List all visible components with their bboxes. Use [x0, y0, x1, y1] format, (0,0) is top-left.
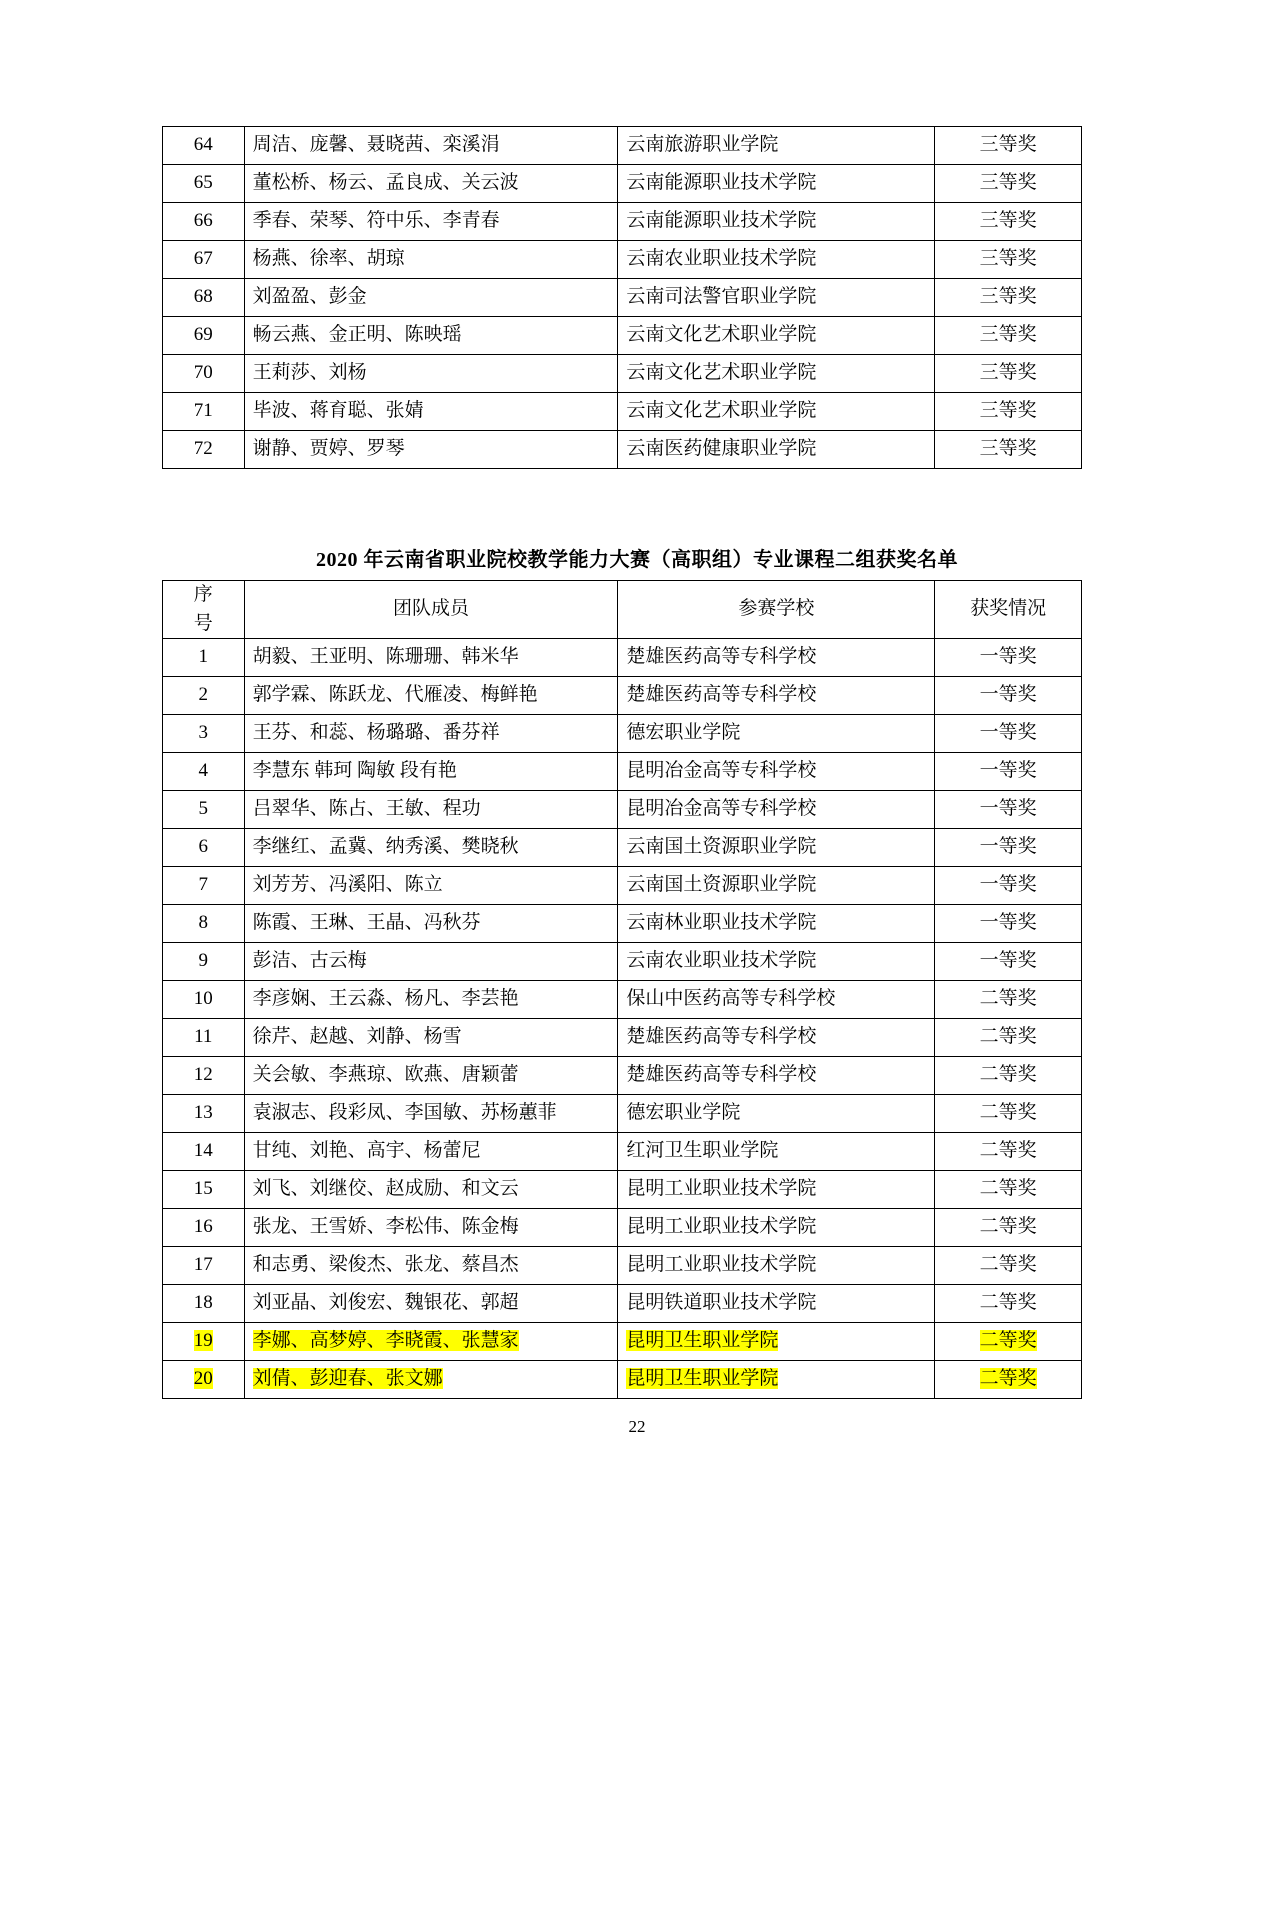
table-row — [163, 715, 1082, 753]
cell-index: 8 — [163, 905, 245, 943]
cell-index-highlight: 19 — [193, 1330, 213, 1352]
cell-award — [935, 1361, 1082, 1399]
cell-members: 杨燕、徐率、胡琼 — [244, 241, 618, 279]
cell-index: 71 — [163, 393, 245, 431]
cell-school: 保山中医药高等专科学校 — [618, 981, 935, 1019]
cell-school: 云南国土资源职业学院 — [618, 867, 935, 905]
awards-table-group-two — [162, 580, 1082, 1399]
cell-members: 刘亚晶、刘俊宏、魏银花、郭超 — [244, 1285, 618, 1323]
awards-table-header — [163, 581, 1082, 639]
table-row — [163, 753, 1082, 791]
cell-award: 一等奖 — [935, 943, 1082, 981]
page-number: 22 — [628, 1417, 646, 1436]
cell-index: 70 — [163, 355, 245, 393]
cell-members: 董松桥、杨云、孟良成、关云波 — [244, 165, 618, 203]
table-row — [163, 317, 1082, 355]
cell-members — [244, 1361, 618, 1399]
cell-award: 三等奖 — [935, 279, 1082, 317]
table-row — [163, 1285, 1082, 1323]
cell-school: 昆明工业职业技术学院 — [618, 1171, 935, 1209]
table-row — [163, 1019, 1082, 1057]
cell-index: 16 — [163, 1209, 245, 1247]
cell-school: 云南司法警官职业学院 — [618, 279, 935, 317]
cell-members: 谢静、贾婷、罗琴 — [244, 431, 618, 469]
column-header-index-line2: 号 — [193, 612, 213, 634]
cell-school: 云南文化艺术职业学院 — [618, 317, 935, 355]
table-row — [163, 355, 1082, 393]
cell-school: 云南农业职业技术学院 — [618, 943, 935, 981]
cell-members: 王芬、和蕊、杨璐璐、番芬祥 — [244, 715, 618, 753]
cell-members: 毕波、蒋育聪、张婧 — [244, 393, 618, 431]
column-header-index — [163, 581, 245, 639]
cell-award: 三等奖 — [935, 431, 1082, 469]
cell-index: 12 — [163, 1057, 245, 1095]
cell-award: 三等奖 — [935, 127, 1082, 165]
table-row — [163, 165, 1082, 203]
cell-school: 云南国土资源职业学院 — [618, 829, 935, 867]
cell-school: 云南文化艺术职业学院 — [618, 355, 935, 393]
cell-members: 刘盈盈、彭金 — [244, 279, 618, 317]
table-row — [163, 677, 1082, 715]
cell-award: 三等奖 — [935, 241, 1082, 279]
cell-school: 云南农业职业技术学院 — [618, 241, 935, 279]
cell-award: 三等奖 — [935, 355, 1082, 393]
cell-index: 68 — [163, 279, 245, 317]
cell-award: 一等奖 — [935, 791, 1082, 829]
table-row — [163, 1171, 1082, 1209]
table-row — [163, 981, 1082, 1019]
cell-index: 4 — [163, 753, 245, 791]
cell-school: 楚雄医药高等专科学校 — [618, 677, 935, 715]
cell-award: 二等奖 — [935, 1095, 1082, 1133]
cell-members: 关会敏、李燕琼、欧燕、唐颖蕾 — [244, 1057, 618, 1095]
cell-award-highlight: 二等奖 — [979, 1330, 1037, 1352]
cell-index: 14 — [163, 1133, 245, 1171]
cell-award: 二等奖 — [935, 1209, 1082, 1247]
cell-award: 一等奖 — [935, 867, 1082, 905]
table-row — [163, 1095, 1082, 1133]
cell-members: 和志勇、梁俊杰、张龙、蔡昌杰 — [244, 1247, 618, 1285]
cell-school: 楚雄医药高等专科学校 — [618, 1057, 935, 1095]
cell-members-highlight: 李娜、高梦婷、李晓霞、张慧家 — [252, 1330, 519, 1352]
cell-members-highlight: 刘倩、彭迎春、张文娜 — [252, 1368, 443, 1390]
cell-members: 徐芹、赵越、刘静、杨雪 — [244, 1019, 618, 1057]
cell-award: 二等奖 — [935, 981, 1082, 1019]
table-row — [163, 1133, 1082, 1171]
cell-school: 云南能源职业技术学院 — [618, 203, 935, 241]
cell-school-highlight: 昆明卫生职业学院 — [626, 1330, 779, 1352]
cell-school: 云南林业职业技术学院 — [618, 905, 935, 943]
cell-school: 云南能源职业技术学院 — [618, 165, 935, 203]
cell-index: 18 — [163, 1285, 245, 1323]
page-title: 2020 年云南省职业院校教学能力大赛（高职组）专业课程二组获奖名单 — [316, 549, 958, 571]
table-header-row — [163, 581, 1082, 639]
cell-members: 陈霞、王琳、王晶、冯秋芬 — [244, 905, 618, 943]
cell-school: 昆明工业职业技术学院 — [618, 1247, 935, 1285]
cell-school: 云南文化艺术职业学院 — [618, 393, 935, 431]
cell-members: 王莉莎、刘杨 — [244, 355, 618, 393]
column-header-award: 获奖情况 — [935, 581, 1082, 639]
cell-award: 三等奖 — [935, 203, 1082, 241]
cell-index: 2 — [163, 677, 245, 715]
cell-award: 三等奖 — [935, 317, 1082, 355]
section-professional-course-group-two — [0, 543, 1274, 1399]
cell-members: 甘纯、刘艳、高宇、杨蕾尼 — [244, 1133, 618, 1171]
column-header-members: 团队成员 — [244, 581, 618, 639]
cell-school: 昆明工业职业技术学院 — [618, 1209, 935, 1247]
cell-members: 周洁、庞馨、聂晓茜、栾溪涓 — [244, 127, 618, 165]
table-row — [163, 867, 1082, 905]
column-header-school: 参赛学校 — [618, 581, 935, 639]
cell-members: 袁淑志、段彩凤、李国敏、苏杨蕙菲 — [244, 1095, 618, 1133]
awards-table-continued-body — [163, 127, 1082, 469]
cell-members: 季春、荣琴、符中乐、李青春 — [244, 203, 618, 241]
cell-award: 三等奖 — [935, 165, 1082, 203]
document-page — [0, 126, 1274, 1927]
table-row — [163, 829, 1082, 867]
cell-members — [244, 1323, 618, 1361]
cell-index: 13 — [163, 1095, 245, 1133]
cell-index: 65 — [163, 165, 245, 203]
cell-members: 吕翠华、陈占、王敏、程功 — [244, 791, 618, 829]
cell-school: 红河卫生职业学院 — [618, 1133, 935, 1171]
cell-award: 二等奖 — [935, 1133, 1082, 1171]
cell-index — [163, 1323, 245, 1361]
cell-index: 1 — [163, 639, 245, 677]
cell-school: 楚雄医药高等专科学校 — [618, 639, 935, 677]
cell-index: 6 — [163, 829, 245, 867]
cell-award: 二等奖 — [935, 1057, 1082, 1095]
awards-table-group-two-body — [163, 639, 1082, 1399]
cell-index: 64 — [163, 127, 245, 165]
cell-members: 彭洁、古云梅 — [244, 943, 618, 981]
cell-school: 云南医药健康职业学院 — [618, 431, 935, 469]
cell-award: 一等奖 — [935, 677, 1082, 715]
cell-award: 一等奖 — [935, 715, 1082, 753]
cell-index: 11 — [163, 1019, 245, 1057]
table-row — [163, 1247, 1082, 1285]
cell-members: 刘芳芳、冯溪阳、陈立 — [244, 867, 618, 905]
cell-index: 17 — [163, 1247, 245, 1285]
cell-award: 一等奖 — [935, 639, 1082, 677]
table-row — [163, 127, 1082, 165]
cell-award: 一等奖 — [935, 753, 1082, 791]
cell-members: 李继红、孟冀、纳秀溪、樊晓秋 — [244, 829, 618, 867]
cell-members: 刘飞、刘继佼、赵成励、和文云 — [244, 1171, 618, 1209]
cell-school — [618, 1323, 935, 1361]
table-row — [163, 1361, 1082, 1399]
table-row — [163, 279, 1082, 317]
cell-index: 3 — [163, 715, 245, 753]
cell-school: 昆明铁道职业技术学院 — [618, 1285, 935, 1323]
cell-index-highlight: 20 — [193, 1368, 213, 1390]
cell-index: 7 — [163, 867, 245, 905]
cell-school: 楚雄医药高等专科学校 — [618, 1019, 935, 1057]
table-row — [163, 943, 1082, 981]
cell-members: 张龙、王雪娇、李松伟、陈金梅 — [244, 1209, 618, 1247]
cell-award: 二等奖 — [935, 1019, 1082, 1057]
cell-school — [618, 1361, 935, 1399]
table-row — [163, 639, 1082, 677]
table-row — [163, 905, 1082, 943]
cell-index — [163, 1361, 245, 1399]
cell-members: 胡毅、王亚明、陈珊珊、韩米华 — [244, 639, 618, 677]
cell-members: 李慧东 韩珂 陶敏 段有艳 — [244, 753, 618, 791]
cell-award: 一等奖 — [935, 905, 1082, 943]
table-row — [163, 393, 1082, 431]
table-row — [163, 241, 1082, 279]
column-header-index-line1: 序 — [193, 584, 213, 605]
cell-index: 67 — [163, 241, 245, 279]
cell-school: 云南旅游职业学院 — [618, 127, 935, 165]
cell-members: 李彦娴、王云淼、杨凡、李芸艳 — [244, 981, 618, 1019]
cell-award-highlight: 二等奖 — [979, 1368, 1037, 1390]
cell-school-highlight: 昆明卫生职业学院 — [626, 1368, 779, 1390]
cell-award: 一等奖 — [935, 829, 1082, 867]
cell-index: 15 — [163, 1171, 245, 1209]
cell-index: 69 — [163, 317, 245, 355]
cell-award — [935, 1323, 1082, 1361]
awards-table-continued — [162, 126, 1082, 469]
cell-school: 昆明冶金高等专科学校 — [618, 753, 935, 791]
cell-members: 郭学霖、陈跃龙、代雁凌、梅鲜艳 — [244, 677, 618, 715]
cell-members: 畅云燕、金正明、陈映瑶 — [244, 317, 618, 355]
table-row — [163, 1323, 1082, 1361]
table-row — [163, 203, 1082, 241]
cell-award: 二等奖 — [935, 1171, 1082, 1209]
table-row — [163, 791, 1082, 829]
cell-index: 72 — [163, 431, 245, 469]
cell-school: 德宏职业学院 — [618, 715, 935, 753]
cell-index: 5 — [163, 791, 245, 829]
cell-award: 二等奖 — [935, 1285, 1082, 1323]
cell-school: 昆明冶金高等专科学校 — [618, 791, 935, 829]
cell-award: 三等奖 — [935, 393, 1082, 431]
table-row — [163, 1209, 1082, 1247]
table-row — [163, 431, 1082, 469]
cell-index: 66 — [163, 203, 245, 241]
cell-school: 德宏职业学院 — [618, 1095, 935, 1133]
cell-index: 10 — [163, 981, 245, 1019]
cell-award: 二等奖 — [935, 1247, 1082, 1285]
table-row — [163, 1057, 1082, 1095]
cell-index: 9 — [163, 943, 245, 981]
